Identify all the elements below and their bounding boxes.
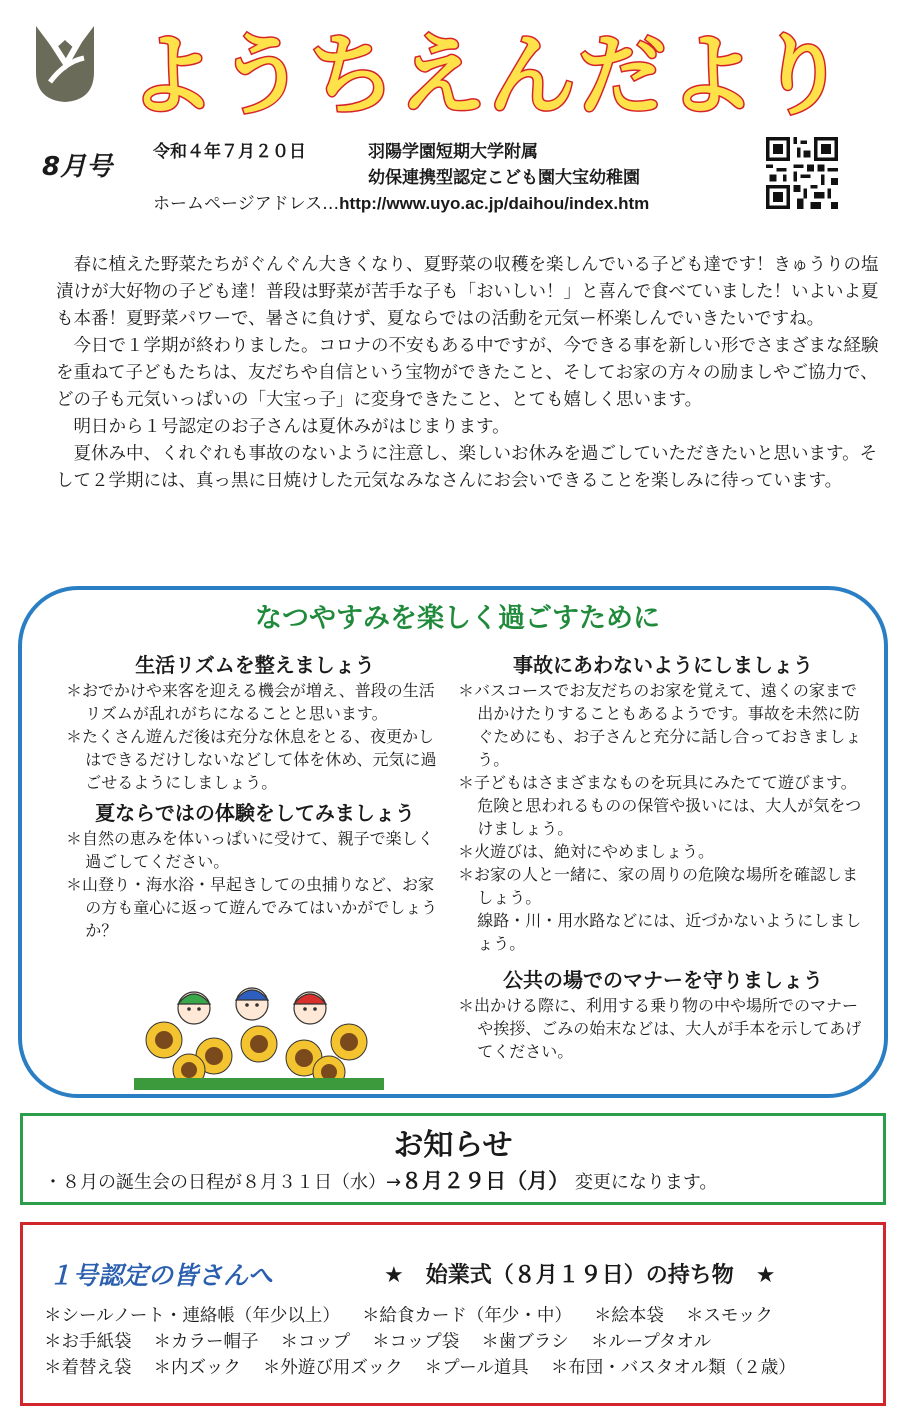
manners-heading: 公共の場でのマナーを守りましょう [503,968,823,992]
list-item: ＊おでかけや来客を迎える機会が増え、普段の生活リズムが乱れがちになることと思います。 [66,681,435,723]
list-item: ＊バスコースでお友だちのお家を覚えて、遠くの家まで出かけたりすることもあるようです。事故を未然に防ぐためにも、お子さんと充分に話し合っておきましょう。 [458,681,862,769]
item: ＊歯ブラシ [481,1332,569,1352]
item: ＊シールノート・連絡帳（年少以上） [44,1306,340,1326]
item: ＊スモック [685,1306,773,1326]
rhythm-list [66,679,444,794]
qr-code[interactable] [766,137,838,209]
intro-paragraph: 夏休み中、くれぐれも事故のないように注意し、楽しいお休みを過ごしていただきたいと思います。そして２学期には、真っ黒に日焼けした元気なみなさんにお会いできることを楽しみに待っています。 [56,444,878,491]
newsletter-title: ようちえんだより [128,24,849,127]
item: ＊給食カード（年少・中） [361,1306,572,1326]
list-item: ＊お家の人と一緒に、家の周りの危険な場所を確認しましょう。 [458,865,859,907]
experience-list [66,827,444,942]
item: ＊コップ袋 [372,1332,460,1352]
item: ＊着替え袋 [44,1358,132,1378]
rhythm-heading: 生活リズムを整えましょう [135,653,375,677]
experience-heading: 夏ならではの体験をしてみましょう [95,801,415,825]
item: ＊コップ [280,1332,351,1352]
item: ＊絵本袋 [593,1306,664,1326]
school-name-line2: 幼保連携型認定こども園大宝幼稚園 [368,168,640,188]
list-item: ＊たくさん遊んだ後は充分な休息をとる、夜更かしはできるだけしないなどして体を休め、元気に過ごせるようにしましょう。 [66,727,437,792]
homepage-line [153,189,649,214]
intro-paragraph: 明日から１号認定のお子さんは夏休みがはじまります。 [73,417,510,437]
items-row [44,1302,795,1327]
summer-right-column [458,654,868,1071]
manners-list [458,994,868,1063]
list-item-continuation: 線路・川・用水路などには、近づかないようにしましょう。 [477,911,862,953]
accident-list [458,679,868,955]
intro-paragraph: 春に植えた野菜たちがぐんぐん大きくなり、夏野菜の収穫を楽しんでいる子ども達です！きゅうりの塩漬けが大好物の子ども達！普段は野菜が苦手な子も「おいしい！」と喜んで食べていました！いよいよ夏も本番！夏野菜パワーで、暑さに負けず、夏ならではの活動を元気ー杯楽しんでいきたいですね。 [56,255,879,329]
items-row [44,1354,818,1379]
notice-line [44,1165,717,1195]
issue-label: 8月号 [42,152,113,182]
item: ＊布団・バスタオル類（２歳） [550,1358,796,1378]
notice-prefix: ・８月の誕生会の日程が８月３１日（水）→ [44,1172,402,1193]
list-item: ＊山登り・海水浴・早起きしての虫捕りなど、お家の方も童心に返って遊んでみてはいかがでしょうか？ [66,875,438,940]
accident-heading: 事故にあわないようにしましょう [513,653,813,677]
notice-new-date: ８月２９日（月） [401,1169,570,1193]
items-heading: １号認定の皆さんへ [48,1261,273,1290]
item: ＊外遊び用ズック [262,1358,403,1378]
children-sunflower-illustration [134,978,384,1090]
school-logo [30,22,100,104]
intro-paragraph: 今日で１学期が終わりました。コロナの不安もある中ですが、今できる事を新しい形でさまざまな経験を重ねて子どもたちは、友だちや自信という宝物ができたこと、そしてお家の方々の励ましやご協力で、どの子も元気いっぱいの「大宝っ子」に変身できたこと、とても嬉しく思います。 [56,336,879,410]
items-subtitle: ★ 始業式（８月１９日）の持ち物 ★ [384,1263,776,1288]
items-row [44,1328,733,1353]
summer-tips-title: なつやすみを楽しく過ごすために [255,603,660,634]
list-item: ＊子どもはさまざまなものを玩具にみたてて遊びます。危険と思われるものの保管や扱いには、大人が気をつけましょう。 [458,773,862,838]
item: ＊カラー帽子 [153,1332,259,1352]
list-item: ＊火遊びは、絶対にやめましょう。 [458,842,715,861]
item: ＊内ズック [153,1358,241,1378]
item: ＊お手紙袋 [44,1332,132,1352]
notice-title: お知らせ [393,1128,513,1163]
item: ＊プール道具 [424,1358,529,1378]
notice-suffix: 変更になります。 [574,1172,718,1193]
list-item: ＊自然の恵みを体いっぱいに受けて、親子で楽しく過ごしてください。 [66,829,434,871]
issue-date: 令和４年７月２０日 [153,142,306,162]
summer-left-column [66,654,444,950]
item: ＊ループタオル [590,1332,712,1352]
intro-text [56,252,880,495]
homepage-label: ホームページアドレス… [153,194,340,214]
school-name-line1: 羽陽学園短期大学附属 [368,142,538,162]
homepage-url[interactable]: http://www.uyo.ac.jp/daihou/index.htm [339,194,650,213]
list-item: ＊出かける際に、利用する乗り物の中や場所でのマナーや挨拶、ごみの始末などは、大人が手本を示してあげてください。 [458,996,862,1061]
